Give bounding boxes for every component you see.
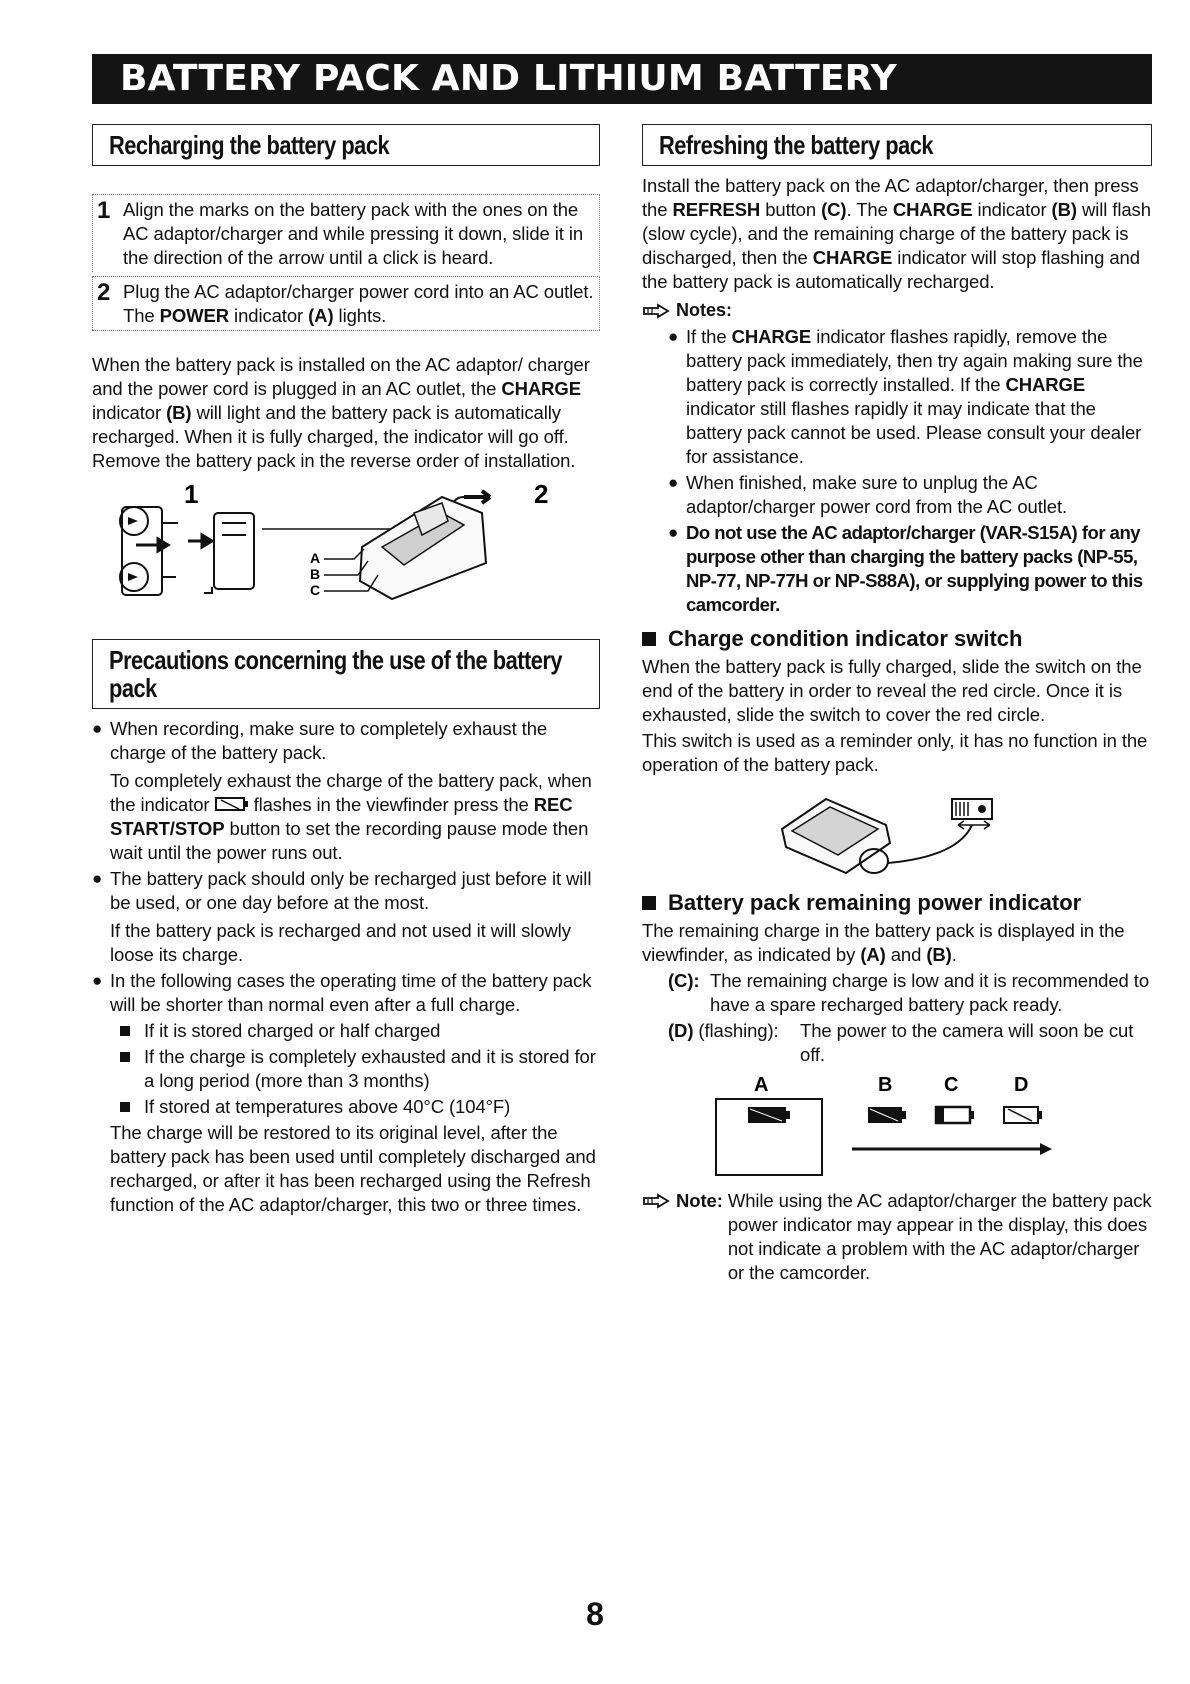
remaining-d-item: (D) (flashing): The power to the camera will soon be cut off. [668, 1020, 1134, 1065]
list-item: ● Do not use the AC adaptor/charger (VAR-S15A) for any purpose other than charging the battery packs (NP-55, NP-77, NP-77H or NP-S88A), or supplying power to this camcorder. [668, 522, 1143, 615]
charger-illustration [92, 477, 592, 607]
list-item: ● The battery pack should only be recharged just before it will be used, or one day before at the most. [92, 868, 592, 913]
list-item: If stored at temperatures above 40°C (104°F) [92, 1095, 600, 1119]
recharging-steps [92, 194, 600, 331]
remaining-note: Note: While using the AC adaptor/charger the battery pack power indicator may appear in the display, this does not indicate a problem with the AC adaptor/charger or the camcorder. [642, 1189, 1152, 1285]
indicator-label-b: B [878, 1074, 893, 1096]
notes-list [642, 325, 1152, 617]
notes-heading: Notes: [642, 300, 1152, 321]
fig-label-b: B [310, 566, 321, 582]
list-item: ● When recording, make sure to completely exhaust the charge of the battery pack. [92, 718, 548, 763]
bullet-detail: If the battery pack is recharged and not used it will slowly loose its charge. [110, 920, 571, 965]
step-text: Plug the AC adaptor/charger power cord into an AC outlet. The POWER indicator (A) lights. [123, 281, 594, 326]
charge-switch-illustration [642, 785, 1142, 881]
pointing-hand-icon [642, 1193, 674, 1209]
list-item: ● In the following cases the operating time of the battery pack will be shorter than normal even after a full charge. [92, 970, 592, 1015]
charge-switch-paragraph: When the battery pack is fully charged, slide the switch on the end of the battery in order to reveal the red circle. Once it is exhausted, slide the switch to cover the red circle. [642, 656, 1142, 725]
step-text: Align the marks on the battery pack with the ones on the AC adaptor/charger and while pressing it down, slide it in the direction of the arrow until a click is heard. [123, 199, 584, 268]
refreshing-paragraph: Install the battery pack on the AC adaptor/charger, then press the REFRESH button (C). The CHARGE indicator (B) will flash (slow cycle), and the remaining charge of the battery pack is discharged, then the CHARGE indicator will stop flashing and the battery pack is automatically recharged. [642, 175, 1151, 292]
battery-low-icon-c [936, 1107, 974, 1123]
precautions-heading: Precautions concerning the use of the battery pack [92, 639, 600, 709]
indicator-label-c: C [944, 1074, 959, 1096]
battery-full-icon-b [868, 1107, 906, 1123]
remaining-paragraph: The remaining charge in the battery pack is displayed in the viewfinder, as indicated by (A) and (B). [642, 920, 1125, 965]
indicator-label-a: A [754, 1074, 769, 1096]
charge-switch-paragraph-2: This switch is used as a reminder only, it has no function in the operation of the battery pack. [642, 730, 1148, 775]
indicator-label-d: D [1014, 1074, 1029, 1096]
remaining-heading: Battery pack remaining power indicator [642, 889, 1152, 917]
right-column [642, 124, 1152, 1285]
fig-label-c: C [310, 582, 321, 598]
precautions-list [92, 717, 600, 1217]
charge-switch-heading: Charge condition indicator switch [642, 625, 1152, 653]
closing-paragraph: The charge will be restored to its original level, after the battery pack has been used until completely discharged and recharged, or after it has been recharged using the Refresh function of the AC adaptor/charger, this two or three times. [110, 1122, 596, 1215]
pointing-hand-icon [642, 303, 674, 319]
fig-label-a: A [310, 550, 321, 566]
list-item: ● If the CHARGE indicator flashes rapidly, remove the battery pack immediately, then try again making sure the battery pack is correctly installed. If the CHARGE indicator still flashes rapidly it may indicate that the battery pack cannot be used. Please consult your dealer for assistance. [668, 326, 1143, 467]
page-title: BATTERY PACK AND LITHIUM BATTERY [92, 54, 1152, 104]
step-2 [92, 276, 600, 330]
battery-full-icon-a [748, 1107, 790, 1123]
remaining-power-illustration [642, 1069, 1142, 1179]
left-column [92, 124, 600, 1217]
recharging-paragraph: When the battery pack is installed on the AC adaptor/ charger and the power cord is plugged in an AC outlet, the CHARGE indicator (B) will light and the battery pack is automatically recharged. When it is fully charged, the indicator will go off. Remove the battery pack in the reverse order of installation. [92, 354, 590, 471]
refreshing-heading: Refreshing the battery pack [642, 124, 1152, 166]
recharging-heading: Recharging the battery pack [92, 124, 600, 166]
step-number: 2 [97, 279, 111, 306]
bullet-detail: To completely exhaust the charge of the battery pack, when the indicator flashes in the viewfinder press the REC START/STOP button to set the recording pause mode then wait until the power runs out. [110, 770, 592, 863]
step-number: 1 [97, 197, 111, 224]
list-item: ● When finished, make sure to unplug the AC adaptor/charger power cord from the AC outlet. [668, 472, 1068, 517]
remaining-c-item: (C): The remaining charge is low and it is recommended to have a spare recharged battery pack ready. [668, 970, 1150, 1015]
list-item: If it is stored charged or half charged [92, 1019, 600, 1043]
list-item: If the charge is completely exhausted and it is stored for a long period (more than 3 months) [92, 1045, 600, 1093]
page-number: 8 [586, 1596, 604, 1632]
step-1 [92, 195, 600, 272]
battery-empty-icon [215, 797, 249, 811]
fig-step-1-label: 1 [184, 479, 199, 509]
fig-step-2-label: 2 [534, 479, 549, 509]
battery-empty-icon-d [1004, 1107, 1042, 1123]
